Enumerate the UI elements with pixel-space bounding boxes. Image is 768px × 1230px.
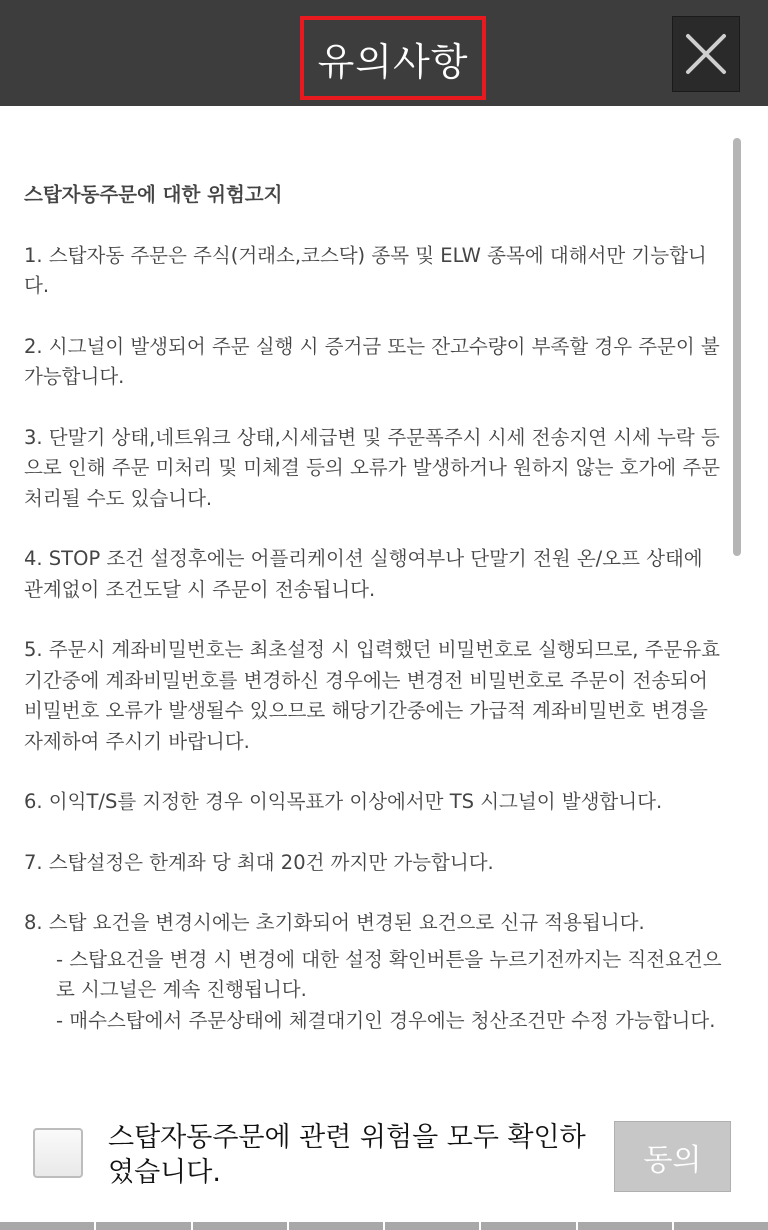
close-icon	[684, 32, 728, 76]
notice-content[interactable]	[24, 126, 724, 1096]
notice-item-6: 6. 이익T/S를 지정한 경우 이익목표가 이상에서만 TS 시그널이 발생합니다.	[24, 790, 663, 813]
notice-item-8: 8. 스탑 요건을 변경시에는 초기화되어 변경된 요건으로 신규 적용됩니다.	[24, 911, 645, 934]
bottom-strip	[0, 1222, 768, 1230]
close-button[interactable]	[672, 16, 740, 92]
notice-item-2: 2. 시그널이 발생되어 주문 실행 시 증거금 또는 잔고수량이 부족할 경우 주문이 불가능합니다.	[24, 334, 720, 388]
page-title: 유의사항	[317, 39, 469, 84]
dialog-header	[0, 0, 768, 106]
content-scrollbar[interactable]	[733, 138, 741, 556]
consent-checkbox[interactable]	[33, 1128, 83, 1178]
notice-sub-items	[24, 945, 724, 1037]
consent-label[interactable]: 스탑자동주문에 관련 위험을 모두 확인하였습니다.	[108, 1122, 586, 1188]
notice-sub-item-2: - 매수스탑에서 주문상태에 체결대기인 경우에는 청산조건만 수정 가능합니다.	[56, 1008, 716, 1032]
notice-item-3: 3. 단말기 상태,네트워크 상태,시세급변 및 주문폭주시 시세 전송지연 시세 누락 등으로 인해 주문 미처리 및 미체결 등의 오류가 발생하거나 원하지 않는 호가에 주문 처리될 수도 있습니다.	[24, 425, 721, 510]
agree-button[interactable]: 동의	[614, 1121, 731, 1192]
notice-heading: 스탑자동주문에 대한 위험고지	[24, 183, 283, 206]
notice-sub-item-1: - 스탑요건을 변경 시 변경에 대한 설정 확인버튼을 누르기전까지는 직전요건으로 시그널은 계속 진행됩니다.	[56, 947, 722, 1001]
notice-item-4: 4. STOP 조건 설정후에는 어플리케이션 실행여부나 단말기 전원 온/오프 상태에 관계없이 조건도달 시 주문이 전송됩니다.	[24, 547, 703, 601]
notice-item-5: 5. 주문시 계좌비밀번호는 최초설정 시 입력했던 비밀번호로 실행되므로, 주문유효기간중에 계좌비밀번호를 변경하신 경우에는 변경전 비밀번호로 주문이 전송되어 비밀번호 오류가 발생될수 있으므로 해당기간중에는 가급적 계좌비밀번호 변경을 자제하여 주시기 바랍니다.	[24, 638, 721, 753]
notice-item-7: 7. 스탑설정은 한계좌 당 최대 20건 까지만 가능합니다.	[24, 850, 494, 874]
footer-divider	[0, 1096, 768, 1097]
title-highlight-box	[300, 16, 486, 100]
notice-item-1: 1. 스탑자동 주문은 주식(거래소,코스닥) 종목 및 ELW 종목에 대해서만 기능합니다.	[24, 243, 707, 297]
